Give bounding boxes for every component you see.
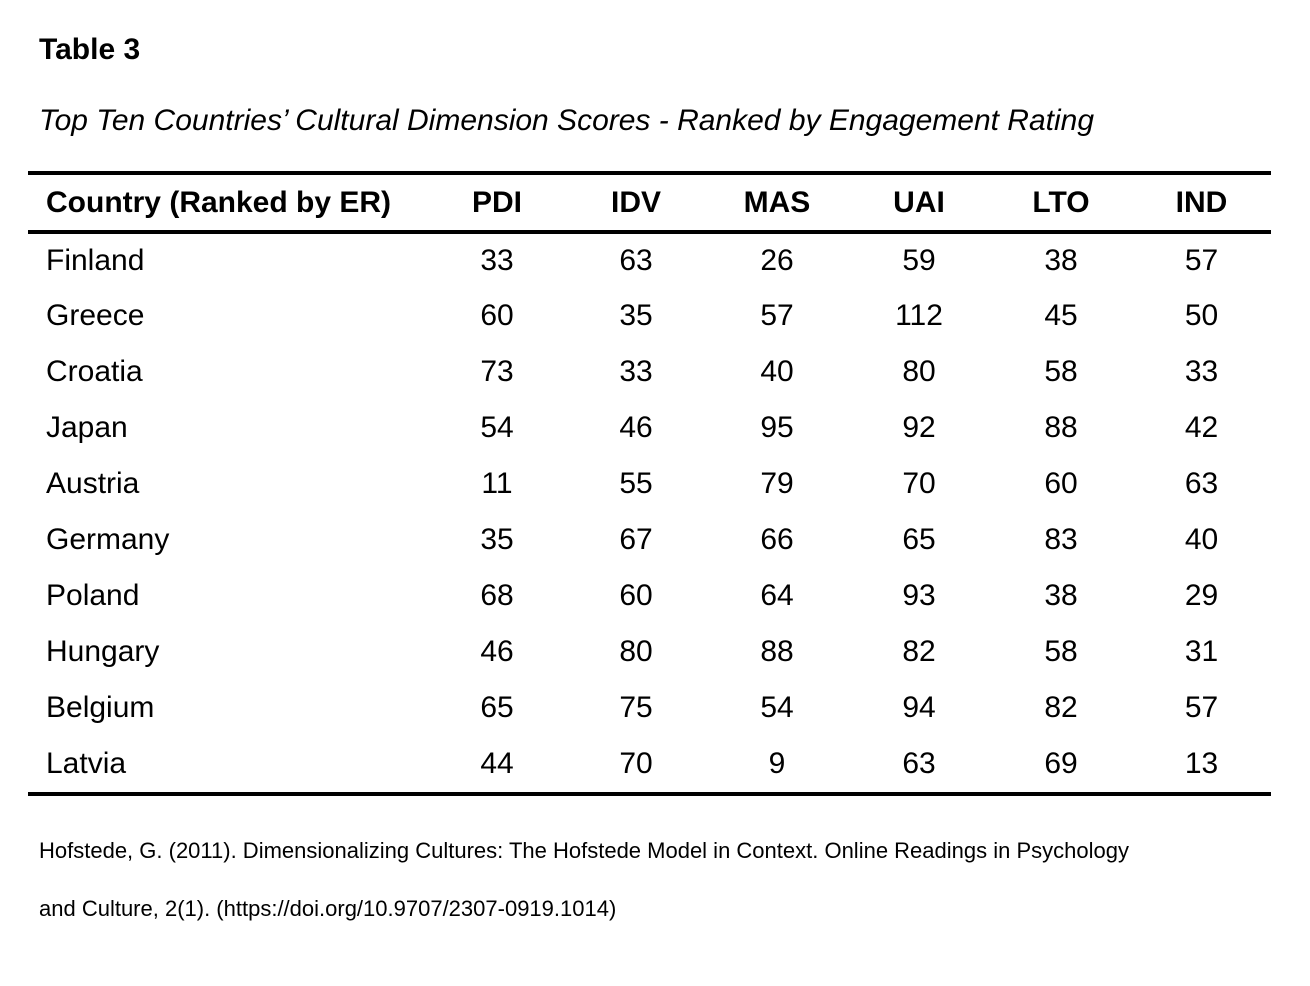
cell-ind: 63 [1184,467,1219,500]
cell-uai: 70 [902,467,936,500]
cell-lto: 60 [1044,467,1078,500]
column-header-idv: IDV [610,185,661,219]
cell-mas: 88 [760,635,794,668]
cell-pdi: 65 [480,691,514,724]
cell-uai: 92 [902,411,936,444]
column-header-lto: LTO [1032,185,1090,219]
cultural-dimensions-table [28,171,1271,796]
cell-uai: 80 [902,355,936,388]
table-row [28,568,1271,624]
table-row [28,624,1271,680]
cell-lto: 38 [1044,244,1078,277]
table-row [28,680,1271,736]
cell-mas: 79 [760,467,794,500]
cell-mas: 95 [760,411,794,444]
column-header-mas: MAS [743,185,811,219]
cell-pdi: 68 [480,579,514,612]
cell-ind: 31 [1184,635,1219,668]
cell-pdi: 73 [480,355,514,388]
column-header-ind: IND [1175,185,1228,219]
cell-ind: 29 [1184,579,1219,612]
cell-mas: 26 [760,244,794,277]
cell-ind: 33 [1184,355,1219,388]
table-row [28,288,1271,344]
cell-ind: 57 [1184,244,1219,277]
cell-ind: 57 [1184,691,1219,724]
cell-pdi: 54 [480,411,514,444]
table-row [28,736,1271,794]
cell-uai: 94 [902,691,936,724]
cell-lto: 83 [1044,523,1078,556]
table-title: Top Ten Countries’ Cultural Dimension Scores - Ranked by Engagement Rating [39,104,1095,137]
cell-lto: 88 [1044,411,1078,444]
table-body [28,232,1271,794]
table-header-row [28,173,1271,232]
cell-idv: 67 [619,523,653,556]
source-citation [39,822,1279,938]
cell-uai: 59 [902,244,936,277]
cell-pdi: 33 [480,244,514,277]
cell-ind: 50 [1184,299,1219,332]
cell-uai: 82 [902,635,936,668]
cell-lto: 38 [1044,579,1078,612]
cell-country: Germany [46,523,170,556]
column-header-uai: UAI [893,185,945,219]
source-citation-line-2: and Culture, 2(1). (https://doi.org/10.9707/2307-0919.1014) [39,896,617,921]
cell-uai: 63 [902,747,936,780]
cell-idv: 55 [619,467,653,500]
cell-pdi: 46 [480,635,514,668]
cell-uai: 93 [902,579,936,612]
cell-idv: 33 [619,355,653,388]
table-row [28,400,1271,456]
cell-ind: 13 [1184,747,1219,780]
cell-country: Austria [46,467,140,500]
table-row [28,512,1271,568]
column-header-country: Country (Ranked by ER) [46,185,392,219]
cell-country: Latvia [46,747,127,780]
cell-mas: 64 [760,579,794,612]
cell-lto: 45 [1044,299,1078,332]
cell-ind: 40 [1184,523,1219,556]
cell-country: Hungary [46,635,160,668]
cell-mas: 57 [760,299,794,332]
cell-country: Greece [46,299,145,332]
cell-idv: 63 [619,244,653,277]
cell-mas: 66 [760,523,794,556]
cell-pdi: 60 [480,299,514,332]
cell-idv: 75 [619,691,653,724]
cell-lto: 82 [1044,691,1078,724]
column-header-pdi: PDI [471,185,522,219]
cell-uai: 112 [895,299,943,332]
source-citation-line-1: Hofstede, G. (2011). Dimensionalizing Cultures: The Hofstede Model in Context. Online Readings in Psychology [39,838,1129,863]
cell-country: Poland [46,579,140,612]
cell-idv: 80 [619,635,653,668]
table-number: Table 3 [39,33,141,66]
cell-pdi: 44 [480,747,514,780]
table-row [28,344,1271,400]
cell-country: Japan [46,411,128,444]
cell-mas: 9 [768,747,786,780]
cell-uai: 65 [902,523,936,556]
cell-country: Croatia [46,355,143,388]
cell-pdi: 35 [480,523,514,556]
cell-idv: 60 [619,579,653,612]
cell-lto: 58 [1044,355,1078,388]
table-row [28,456,1271,512]
cell-ind: 42 [1184,411,1219,444]
cell-idv: 46 [619,411,653,444]
cell-country: Finland [46,244,145,277]
cell-country: Belgium [46,691,155,724]
table-row [28,232,1271,288]
cell-idv: 70 [619,747,653,780]
cell-idv: 35 [619,299,653,332]
cell-mas: 40 [760,355,794,388]
cell-pdi: 11 [481,467,513,500]
cell-mas: 54 [760,691,794,724]
cell-lto: 58 [1044,635,1078,668]
cell-lto: 69 [1044,747,1078,780]
